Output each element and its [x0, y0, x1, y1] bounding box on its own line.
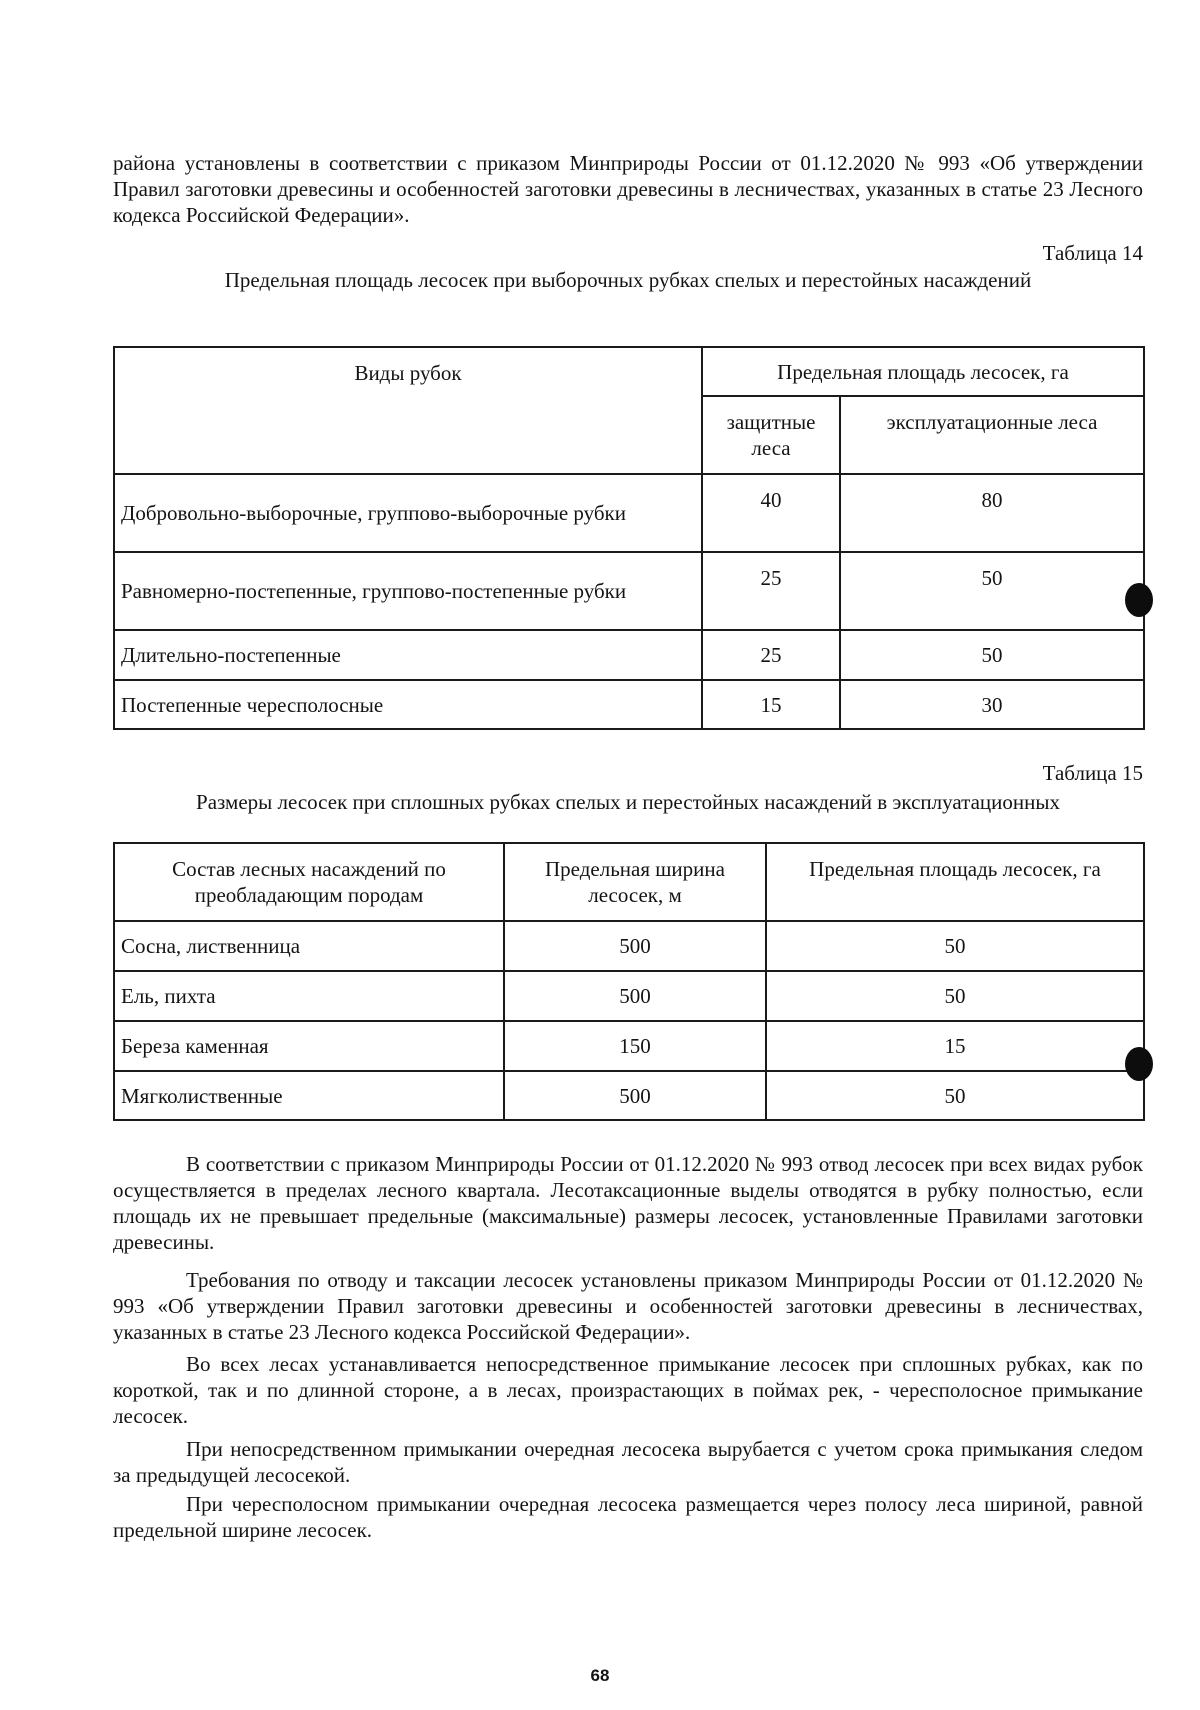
table15-row-name: Береза каменная [114, 1021, 504, 1071]
table14-row-exploitation: 50 [840, 630, 1144, 680]
table-row [114, 921, 1144, 971]
table14-header-group: Предельная площадь лесосек, га [702, 347, 1144, 396]
table-row [114, 474, 1144, 552]
body-paragraph: В соответствии с приказом Минприроды России от 01.12.2020 № 993 отвод лесосек при всех видах рубок осуществляется в пределах лесного квартала. Лесотаксационные выделы отводятся в рубку полностью, если площадь их не превышает предельные (максимальные) размеры лесосек, установленные Правилами заготовки древесины. [113, 1152, 1143, 1254]
table15-header-area: Предельная площадь лесосек, га [766, 843, 1144, 921]
scan-punch-hole-mark [1125, 583, 1153, 617]
table15-header-width: Предельная ширина лесосек, м [504, 843, 766, 921]
table15-row-area: 15 [766, 1021, 1144, 1071]
table15-row-name: Мягколиственные [114, 1071, 504, 1120]
table15-row-area: 50 [766, 971, 1144, 1021]
table14-row-protective: 25 [702, 630, 840, 680]
table14-row-exploitation: 30 [840, 680, 1144, 729]
table-row [114, 680, 1144, 729]
table14-row-name: Постепенные чересполосные [114, 680, 702, 729]
table15-header-composition: Состав лесных насаждений по преобладающим породам [114, 843, 504, 921]
table14-row-protective: 15 [702, 680, 840, 729]
table15-caption: Размеры лесосек при сплошных рубках спелых и перестойных насаждений в эксплуатационных [196, 790, 1060, 814]
table14-row-name: Добровольно-выборочные, группово-выборочные рубки [114, 474, 702, 552]
table14-header-type: Виды рубок [114, 347, 702, 474]
page-number: 68 [590, 1666, 610, 1685]
body-paragraph: Во всех лесах устанавливается непосредственное примыкание лесосек при сплошных рубках, как по короткой, так и по длинной стороне, а в лесах, произрастающих в поймах рек, - чересполосное примыкание лесосек. [113, 1352, 1143, 1428]
table14-label: Таблица 14 [1042, 241, 1143, 265]
table14-header-protective: защитные леса [702, 396, 840, 474]
table14-row-name: Длительно-постепенные [114, 630, 702, 680]
table-row [114, 971, 1144, 1021]
table15-row-area: 50 [766, 921, 1144, 971]
body-paragraph: Требования по отводу и таксации лесосек установлены приказом Минприроды России от 01.12.2020 № 993 «Об утверждении Правил заготовки древесины и особенностей заготовки древесины в лесничествах, указанных в статье 23 Лесного кодекса Российской Федерации». [113, 1268, 1143, 1344]
table14-row-exploitation: 80 [840, 474, 1144, 552]
table14-row-protective: 25 [702, 552, 840, 630]
body-paragraph: При непосредственном примыкании очередная лесосека вырубается с учетом срока примыкания следом за предыдущей лесосекой. [113, 1437, 1143, 1487]
table-row [114, 1021, 1144, 1071]
intro-paragraph: района установлены в соответствии с приказом Минприроды России от 01.12.2020 № 993 «Об утверждении Правил заготовки древесины и особенностей заготовки древесины в лесничествах, указанных в статье 23 Лесного кодекса Российской Федерации». [113, 151, 1143, 227]
table-row [114, 630, 1144, 680]
table14-header-exploitation: эксплуатационные леса [840, 396, 1144, 474]
table15-label: Таблица 15 [1042, 761, 1143, 785]
table15-row-width: 500 [504, 921, 766, 971]
scan-punch-hole-mark [1125, 1047, 1153, 1081]
table14-row-name: Равномерно-постепенные, группово-постепенные рубки [114, 552, 702, 630]
table-14 [113, 346, 1145, 730]
table15-row-width: 150 [504, 1021, 766, 1071]
table14-row-exploitation: 50 [840, 552, 1144, 630]
table14-caption: Предельная площадь лесосек при выборочных рубках спелых и перестойных насаждений [224, 268, 1032, 292]
body-paragraph: При чересполосном примыкании очередная лесосека размещается через полосу леса шириной, равной предельной ширине лесосек. [113, 1492, 1143, 1542]
table-row [114, 1071, 1144, 1120]
table-15 [113, 842, 1145, 1121]
table15-row-width: 500 [504, 971, 766, 1021]
table15-row-area: 50 [766, 1071, 1144, 1120]
table15-row-name: Сосна, лиственница [114, 921, 504, 971]
table15-row-name: Ель, пихта [114, 971, 504, 1021]
table15-row-width: 500 [504, 1071, 766, 1120]
table14-row-protective: 40 [702, 474, 840, 552]
table-row [114, 552, 1144, 630]
